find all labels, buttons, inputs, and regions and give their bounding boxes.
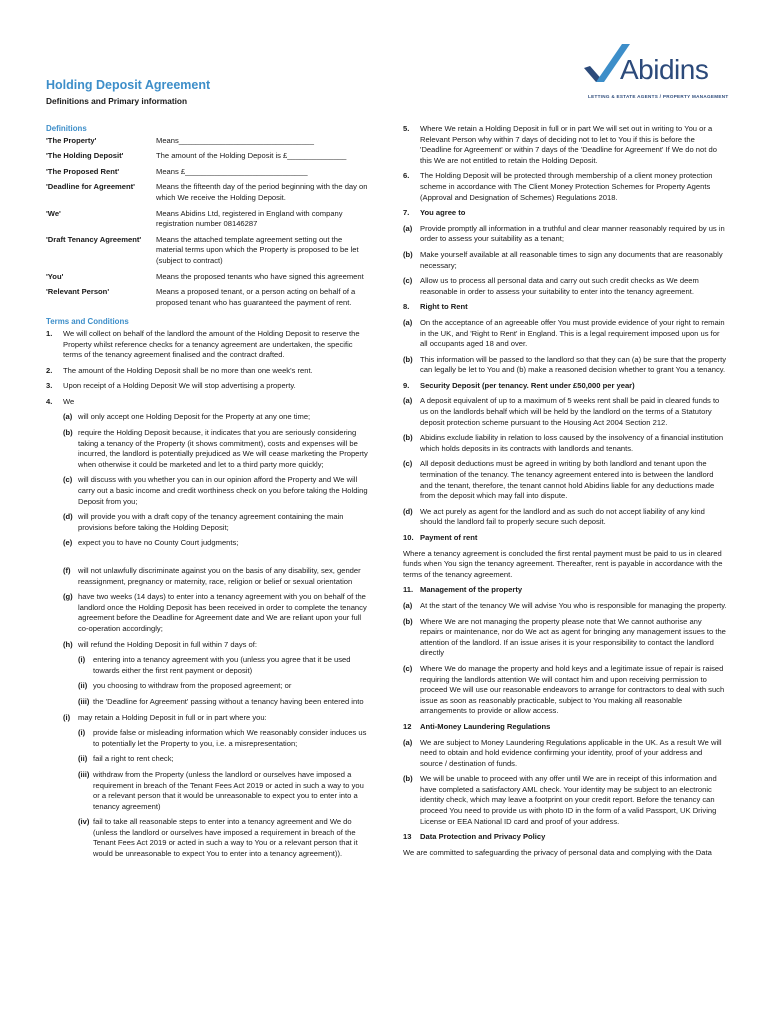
definition-value: Means the attached template agreement setting out the material terms upon which the Property is proposed to be let (subject to contract) [156,234,359,265]
clause-9d: (d) We act purely as agent for the landlord and as such do not accept liability of any kind should the landlord fail to properly secure such deposit. [403,506,705,527]
clause-3: 3. Upon receipt of a Holding Deposit We will stop advertising a property. [46,381,296,391]
abidins-logo [582,42,732,106]
clause-4i-i: (i) provide false or misleading information which We reasonably consider induces us to potentially let the Property to you, i.e. a misrepresentation; [78,728,367,748]
clause-13-text: We are committed to safeguarding the privacy of personal data and complying with the Data [403,847,712,857]
right-column [403,124,727,863]
left-column [46,124,368,865]
clause-11c: (c) Where We do manage the property and hold keys and a legitimate issue of repair is raised requiring the landlords attention We will contact him and upon receiving permission to proceed We will use our reasonable endeavors to arrange for contractors to deal with such issue as soon as reasonably practicable, subject to You making all reasonable arrangements to provide or allow access. [403,663,725,716]
clause-9c: (c) All deposit deductions must be agreed in writing by both landlord and tenant upon the termination of the tenancy. The tenancy agreement entered into is between the landlord and the tenant, therefore, the tenant cannot hold Abidins liable for any deductions made from the deposit which may fall into dispute. [403,459,715,501]
clause-13-heading: 13 Data Protection and Privacy Policy [403,832,546,842]
clause-4i-ii: (ii) fail a right to rent check; [78,754,174,764]
clause-10-text: Where a tenancy agreement is concluded the first rental payment must be paid to us in cleared funds when You sign the tenancy agreement. Thereafter, rent is payable in accordance with the terms of the tenancy agreement. [403,548,723,579]
clause-4h-ii: (ii) you choosing to withdraw from the proposed agreement; or [78,681,292,691]
clause-11a: (a) At the start of the tenancy We will advise You who is responsible for managing the property. [403,600,727,610]
clause-4: 4. We [46,396,75,406]
clause-2: 2. The amount of the Holding Deposit shall be no more than one week's rent. [46,365,313,375]
clause-1: 1. We will collect on behalf of the landlord the amount of the Holding Deposit to reserve the Property whilst reference checks for a tenancy agreement are undertaken, the specific terms of the tenancy agreement finalised and the contract drafted. [46,328,360,360]
clause-8-heading: 8. Right to Rent [403,302,468,312]
clause-11-heading: 11. Management of the property [403,585,523,595]
document-subtitle: Definitions and Primary information [46,96,188,106]
definitions-heading: Definitions [46,124,87,133]
clause-7a: (a) Provide promptly all information in a truthful and clear manner reasonably required by us in order to assess your suitability as a tenant; [403,223,725,244]
clause-7b: (b) Make yourself available at all reasonable times to sign any documents that are reasonably necessary; [403,249,723,270]
clause-9b: (b) Abidins exclude liability in relation to loss caused by the insolvency of a financial institution which holds deposits in its contracts with landlords and tenants. [403,433,724,453]
clause-4b: (b) require the Holding Deposit because, it indicates that you are seriously considering taking a tenancy of the Property (it shows commitment), costs and expenses will be incurred, the landlord is potentially prejudiced as We will cease marketing the Property when otherwise it could be marketed and let to a third party more quickly; [63,428,368,469]
clause-4f: (f) will not unlawfully discriminate against you on the basis of any disability, sex, gender reassignment, pregnancy or maternity, race, religion or belief or sexual orientation [63,566,361,586]
clause-9-heading: 9. Security Deposit (per tenancy. Rent under £50,000 per year) [403,380,635,390]
clause-4i-iv: (iv) fail to take all reasonable steps to enter into a tenancy agreement and We do (unless the landlord or ourselves have imposed a requirement in breach of the Tenant Fees Act 2019 or acted in such a way to You or a relevant person that it would be unreasonable to expect You to enter into a tenancy agreement)). [78,817,358,859]
definition-term: 'We' [46,208,61,218]
definition-term: 'Draft Tenancy Agreement' [46,234,142,244]
clause-12a: (a) We are subject to Money Laundering Regulations applicable in the UK. As a result We will need to obtain and hold evidence confirming your identity, proof of your address and source / destination of funds. [403,737,722,768]
definition-value: Means £_____________________________ [156,166,308,176]
clause-4g: (g) have two weeks (14 days) to enter into a tenancy agreement with you on behalf of the landlord once the Holding Deposit has been received in order to complete the tenancy agreement before the Deadline for Agreement date and We are reliant upon your full co-operation accordingly; [63,592,367,633]
definition-value: Means________________________________ [156,135,314,145]
logo-tagline: LETTING & ESTATE AGENTS / PROPERTY MANAGEMENT [588,94,729,99]
definition-row [46,136,368,147]
clause-9a: (a) A deposit equivalent of up to a maximum of 5 weeks rent shall be paid in cleared funds to us on the landlords behalf which will be held by the landlord on the terms of a Statutory deposit protection scheme pursuant to the Housing Act 2004 Section 212. [403,396,720,427]
definition-term: 'The Property' [46,135,97,145]
definition-term: 'Relevant Person' [46,287,110,297]
definition-value: Means a proposed tenant, or a person acting on behalf of a proposed tenant who has guaranteed the payment of rent. [156,287,356,307]
definition-value: Means the fifteenth day of the period beginning with the day on which We receive the Holding Deposit. [156,182,368,202]
clause-6: 6. The Holding Deposit will be protected through membership of a client money protection scheme in accordance with The Client Money Protection Schemes for Property Agents (Approval and Designation of Schemes) Regulations 2018. [403,171,713,202]
clause-12-heading: 12 Anti-Money Laundering Regulations [403,721,551,731]
clause-4h-iii: (iii) the 'Deadline for Agreement' passing without a tenancy having been entered into [78,696,364,706]
clause-5: 5. Where We retain a Holding Deposit in full or in part We will set out in writing to You or a Relevant Person why within 7 days of deciding not to let to You if this is before the 'Deadline for Agreement' or within 7 days of the 'Deadline for Agreement' If We do not do this We are not entitled to retain the Holding Deposit. [403,124,717,165]
definition-row [46,182,368,203]
clause-4e: (e) expect you to have no County Court judgments; [63,538,239,548]
clause-4i-iii: (iii) withdraw from the Property (unless the landlord or ourselves have imposed a requirement in breach of the Tenant Fees Act 2019 or acted in such a way to you or a relevant person that it would be unreasonable to expect you to enter into a tenancy agreement) [78,769,364,811]
clause-8a: (a) On the acceptance of an agreeable offer You must provide evidence of your right to remain in the UK, and 'Right to Rent' in England. This is a legal requirement imposed upon us for all occupants aged 18 and over. [403,317,725,349]
definition-row [46,287,368,308]
definition-term: 'Deadline for Agreement' [46,182,135,192]
definition-row [46,272,368,283]
clause-4d: (d) will provide you with a draft copy of the tenancy agreement containing the main provisions before taking the Holding Deposit; [63,512,344,532]
logo-wordmark: Abidins [620,54,709,85]
definition-row [46,151,368,162]
definition-row [46,235,368,267]
clause-8b: (b) This information will be passed to the landlord so that they can (a) be sure that the property can legally be let to You and (b) make a reasoned decision whether to grant You a tenancy. [403,354,727,375]
definition-row [46,167,368,178]
clause-11b: (b) Where We are not managing the property please note that We cannot authorise any repairs or maintenance, nor do We act as agent for bringing any management issues to the attention of the landlord. If an issue arises it is your responsibility to contact the landlord directly [403,616,726,658]
terms-heading: Terms and Conditions [46,317,129,327]
definition-value: Means Abidins Ltd, registered in England with company registration number 08146287 [156,208,343,229]
clause-4c: (c) will discuss with you whether you can in our opinion afford the Property and We will carry out a basic income and credit worthiness check on you before taking the Holding Deposit from you; [63,475,368,506]
definition-term: 'You' [46,271,64,281]
definition-value: Means the proposed tenants who have signed this agreement [156,271,364,281]
definition-row [46,209,368,230]
definition-value: The amount of the Holding Deposit is £______________ [156,151,347,161]
clause-12b: (b) We will be unable to proceed with any offer until We are in receipt of this information and have completed a satisfactory AML check. Your identity may be subject to an electronic identity check, which may leave a footprint on your credit report. Before the tenancy can proceed You need to provide us with photo ID in the form of a valid Passport, UK Driving License or EEA National ID card and proof of your address. [403,774,717,826]
clause-4i: (i) may retain a Holding Deposit in full or in part where you: [63,712,267,722]
clause-4h: (h) will refund the Holding Deposit in full within 7 days of: [63,639,257,649]
definition-term: 'The Holding Deposit' [46,151,124,161]
document-title: Holding Deposit Agreement [46,78,211,92]
clause-10-heading: 10. Payment of rent [403,533,478,542]
clause-7-heading: 7. You agree to [403,208,466,218]
definition-term: 'The Proposed Rent' [46,166,120,176]
clause-7c: (c) Allow us to process all personal data and carry out such credit checks as We deem reasonable in order to assess your suitability to enter into the tenancy agreement. [403,276,699,296]
clause-4h-i: (i) entering into a tenancy agreement with you (unless you agree that it be used towards either the first rent payment or deposit) [78,655,351,675]
clause-4a: (a) will only accept one Holding Deposit for the Property at any one time; [63,412,311,422]
